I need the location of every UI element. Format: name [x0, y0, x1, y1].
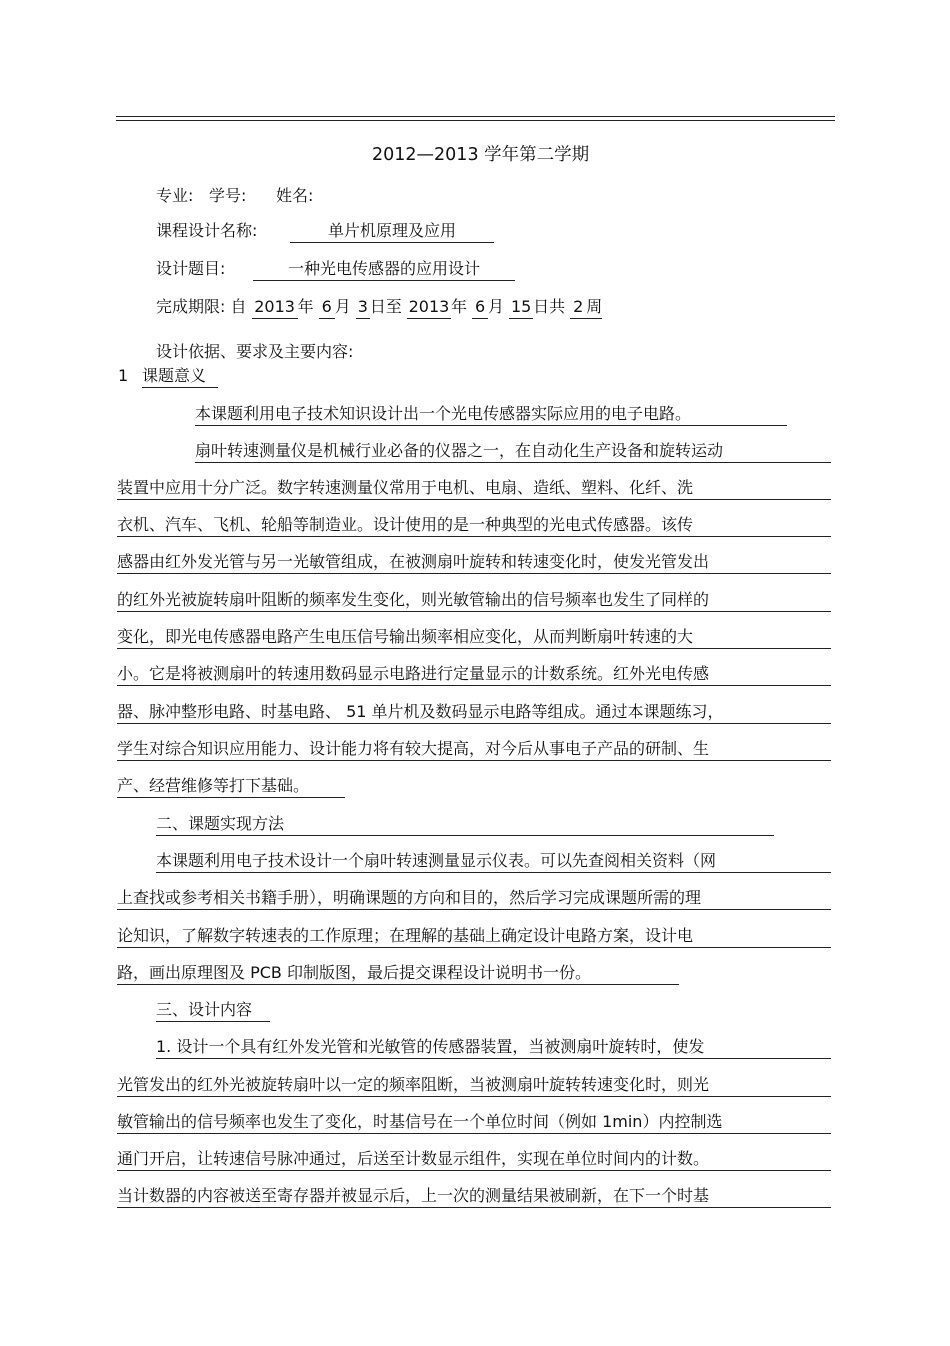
student-id-label: 学号: [209, 186, 247, 205]
period-row [156, 296, 602, 318]
section3-line: 通门开启，让转速信号脉冲通过，后送至计数显示组件，实现在单位时间内的计数。 [117, 1148, 831, 1171]
section2-line: 路，画出原理图及 PCB 印制版图，最后提交课程设计说明书一份。 [117, 962, 679, 985]
course-value: 单片机原理及应用 [290, 220, 494, 243]
section3-heading: 三、设计内容 [156, 999, 270, 1022]
start-month: 6 [319, 296, 335, 319]
section2-line: 论知识，了解数字转速表的工作原理；在理解的基础上确定设计电路方案，设计电 [117, 925, 831, 948]
section2-line: 本课题利用电子技术设计一个扇叶转速测量显示仪表。可以先查阅相关资料（网 [156, 850, 831, 873]
section1-line: 装置中应用十分广泛。数字转速测量仪常用于电机、电扇、造纸、塑料、化纤、洗 [117, 477, 831, 500]
section3-line: 光管发出的红外光被旋转扇叶以一定的频率阻断，当被测扇叶旋转转速变化时，则光 [117, 1074, 831, 1097]
section3-line: 敏管输出的信号频率也发生了变化，时基信号在一个单位时间（例如 1min）内控制选 [117, 1111, 831, 1134]
section1-heading: 课题意义 [142, 365, 218, 388]
start-day: 3 [356, 296, 370, 319]
name-label: 姓名: [276, 186, 314, 205]
course-label: 课程设计名称: [156, 221, 258, 240]
header-rule-bottom [116, 120, 835, 121]
end-month: 6 [472, 296, 488, 319]
section1-line: 产、经营维修等打下基础。 [117, 775, 345, 798]
document-title: 2012—2013 学年第二学期 [372, 145, 590, 165]
section1-line: 变化，即光电传感器电路产生电压信号输出频率相应变化，从而判断扇叶转速的大 [117, 626, 831, 649]
weeks: 2 [570, 296, 586, 319]
period-from: 自 [230, 297, 247, 316]
section1-line: 的红外光被旋转扇叶阻断的频率发生变化，则光敏管输出的信号频率也发生了同样的 [117, 589, 831, 612]
section1-line: 学生对综合知识应用能力、设计能力将有较大提高，对今后从事电子产品的研制、生 [117, 738, 831, 761]
topic-value: 一种光电传感器的应用设计 [253, 258, 515, 281]
start-month-char: 月 [334, 297, 351, 316]
section1-line: 衣机、汽车、飞机、轮船等制造业。设计使用的是一种典型的光电式传感器。该传 [117, 514, 831, 537]
start-year-char: 年 [297, 297, 314, 316]
start-year: 2013 [252, 296, 298, 319]
end-year-char: 年 [450, 297, 467, 316]
end-year: 2013 [407, 296, 451, 319]
day-total: 日共 [533, 297, 566, 316]
section1-line: 小。它是将被测扇叶的转速用数码显示电路进行定量显示的计数系统。红外光电传感 [117, 663, 831, 686]
section1-line: 器、脉冲整形电路、时基电路、 51 单片机及数码显示电路等组成。通过本课题练习， [117, 701, 831, 724]
section3-line: 1. 设计一个具有红外发光管和光敏管的传感器装置，当被测扇叶旋转时，使发 [156, 1036, 831, 1059]
section1-number: 1 [118, 366, 129, 385]
day-to: 日至 [369, 297, 402, 316]
section3-line: 当计数器的内容被送至寄存器并被显示后，上一次的测量结果被刷新，在下一个时基 [117, 1185, 831, 1208]
section1-line: 扇叶转速测量仪是机械行业必备的仪器之一，在自动化生产设备和旋转运动 [195, 440, 831, 463]
topic-label: 设计题目: [156, 259, 226, 278]
section2-heading: 二、课题实现方法 [156, 813, 774, 836]
major-label: 专业: [156, 186, 194, 205]
period-label: 完成期限: [156, 297, 226, 316]
header-rule-top [116, 116, 835, 117]
end-day: 15 [509, 296, 533, 319]
section1-line: 本课题利用电子技术知识设计出一个光电传感器实际应用的电子电路。 [195, 403, 787, 426]
section2-line: 上查找或参考相关书籍手册），明确课题的方向和目的，然后学习完成课题所需的理 [117, 887, 831, 910]
end-month-char: 月 [488, 297, 505, 316]
section1-line: 感器由红外发光管与另一光敏管组成，在被测扇叶旋转和转速变化时，使发光管发出 [117, 551, 831, 574]
basis-label: 设计依据、要求及主要内容: [156, 342, 354, 361]
week-char: 周 [586, 296, 602, 319]
